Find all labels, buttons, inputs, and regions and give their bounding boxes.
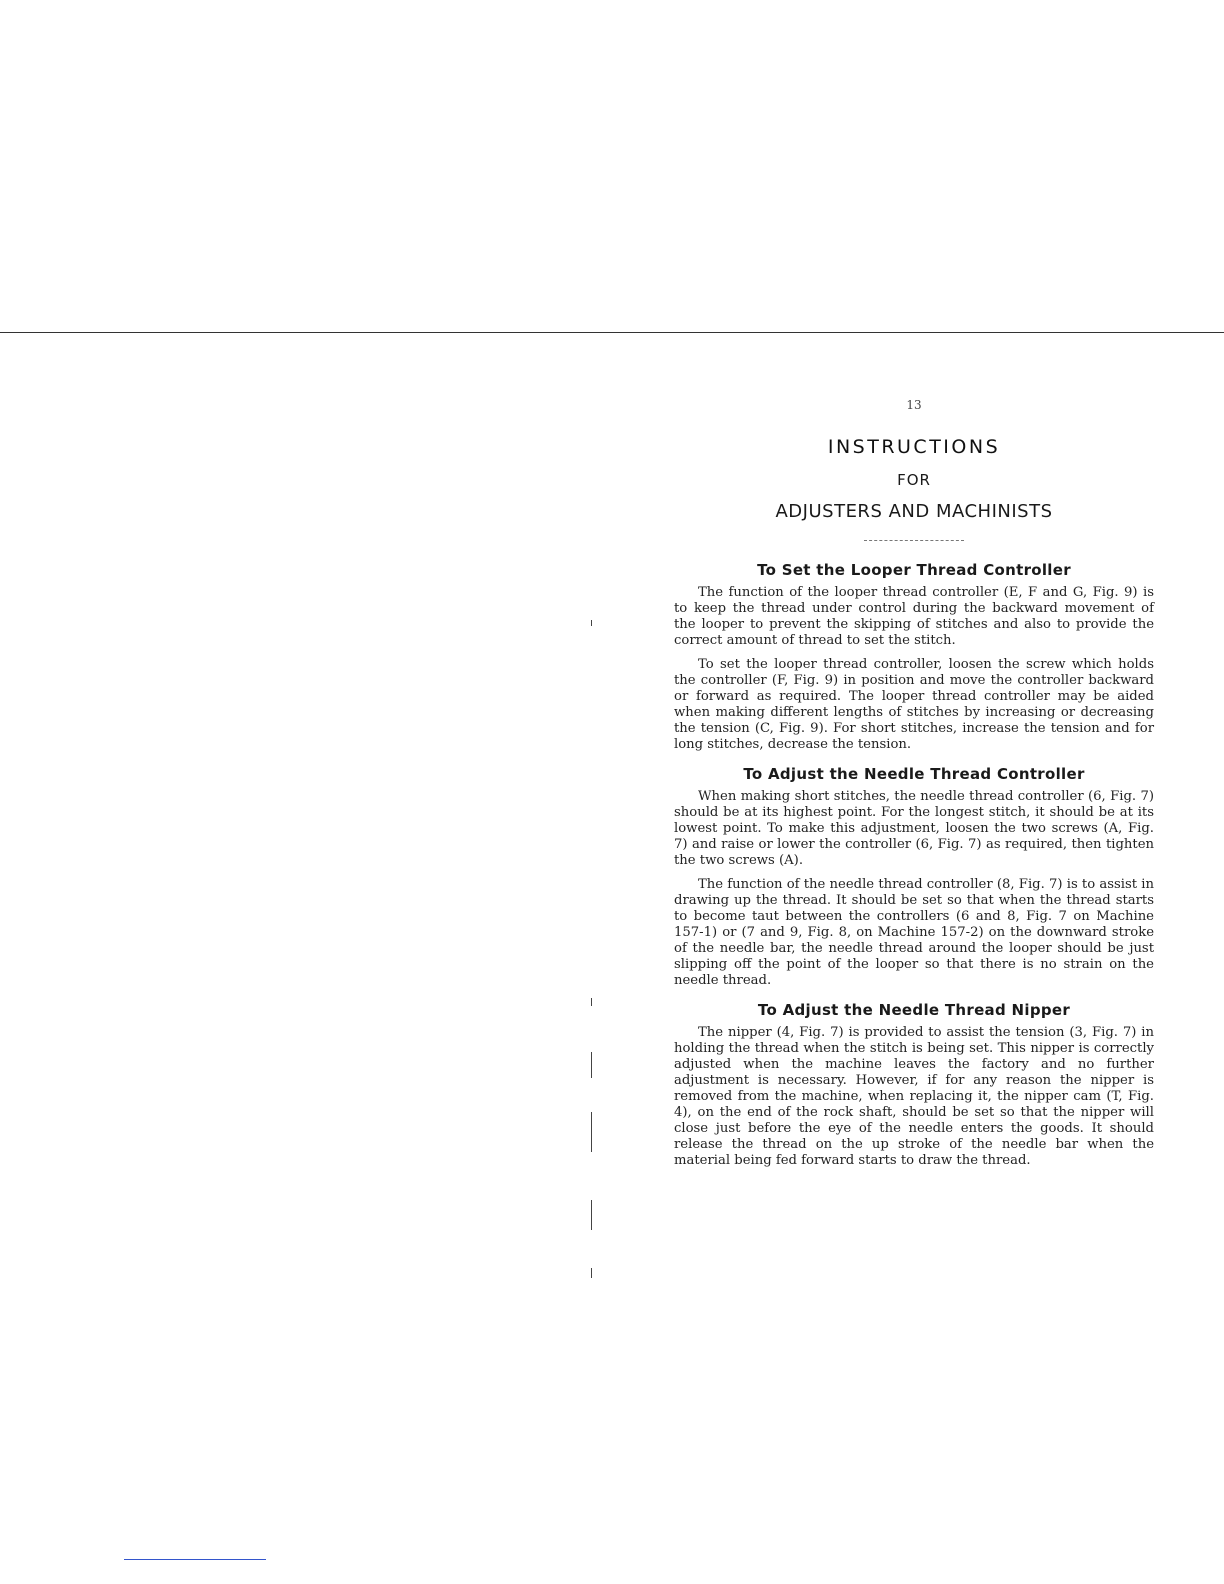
page-number: 13 [906, 398, 922, 412]
section-heading: To Adjust the Needle Thread Controller [743, 765, 1085, 783]
paragraph: The function of the looper thread controller (E, F and G, Fig. 9) is to keep the thread under control during the backward movement of the looper to prevent the skipping of stitches and also to provide the correct amount of thread to set the stitch. [674, 585, 1154, 648]
section-looper-thread-controller [674, 561, 1154, 753]
title-instructions: INSTRUCTIONS [827, 436, 1001, 458]
title-ornament [864, 540, 964, 541]
section-heading: To Adjust the Needle Thread Nipper [757, 1001, 1071, 1019]
gutter-marks [591, 600, 595, 1300]
title-for: FOR [897, 471, 931, 489]
section-heading: To Set the Looper Thread Controller [757, 561, 1071, 579]
paragraph: The nipper (4, Fig. 7) is provided to assist the tension (3, Fig. 7) in holding the thread when the stitch is being set. This nipper is correctly adjusted when the machine leaves the factory and no further adjustment is necessary. However, if for any reason the nipper is removed from the machine, when replacing it, the nipper cam (T, Fig. 4), on the end of the rock shaft, should be set so that the nipper will close just before the eye of the needle enters the goods. It should release the thread on the up stroke of the needle bar when the material being fed forward starts to draw the thread. [674, 1025, 1154, 1168]
section-needle-thread-nipper [674, 1001, 1154, 1169]
paragraph: The function of the needle thread controller (8, Fig. 7) is to assist in drawing up the thread. It should be set so that when the thread starts to become taut between the controllers (6 and 8, Fig. 7 on Machine 157-1) or (7 and 9, Fig. 8, on Machine 157-2) on the downward stroke of the needle bar, the needle thread around the looper should be just slipping off the point of the looper so that there is no strain on the needle thread. [674, 877, 1154, 988]
title-adjusters-and-machinists: ADJUSTERS AND MACHINISTS [775, 501, 1053, 522]
paragraph: When making short stitches, the needle thread controller (6, Fig. 7) should be at its highest point. For the longest stitch, it should be at its lowest point. To make this adjustment, loosen the two screws (A, Fig. 7) and raise or lower the controller (6, Fig. 7) as required, then tighten the two screws (A). [674, 789, 1154, 868]
footer-link-underline[interactable] [124, 1559, 266, 1560]
section-needle-thread-controller [674, 765, 1154, 989]
page-top-rule [0, 332, 1224, 333]
document-page [674, 398, 1154, 1181]
paragraph: To set the looper thread controller, loosen the screw which holds the controller (F, Fig. 9) in position and move the controller backward or forward as required. The looper thread controller may be aided when making different lengths of stitches by increasing or decreasing the tension (C, Fig. 9). For short stitches, increase the tension and for long stitches, decrease the tension. [674, 657, 1154, 752]
